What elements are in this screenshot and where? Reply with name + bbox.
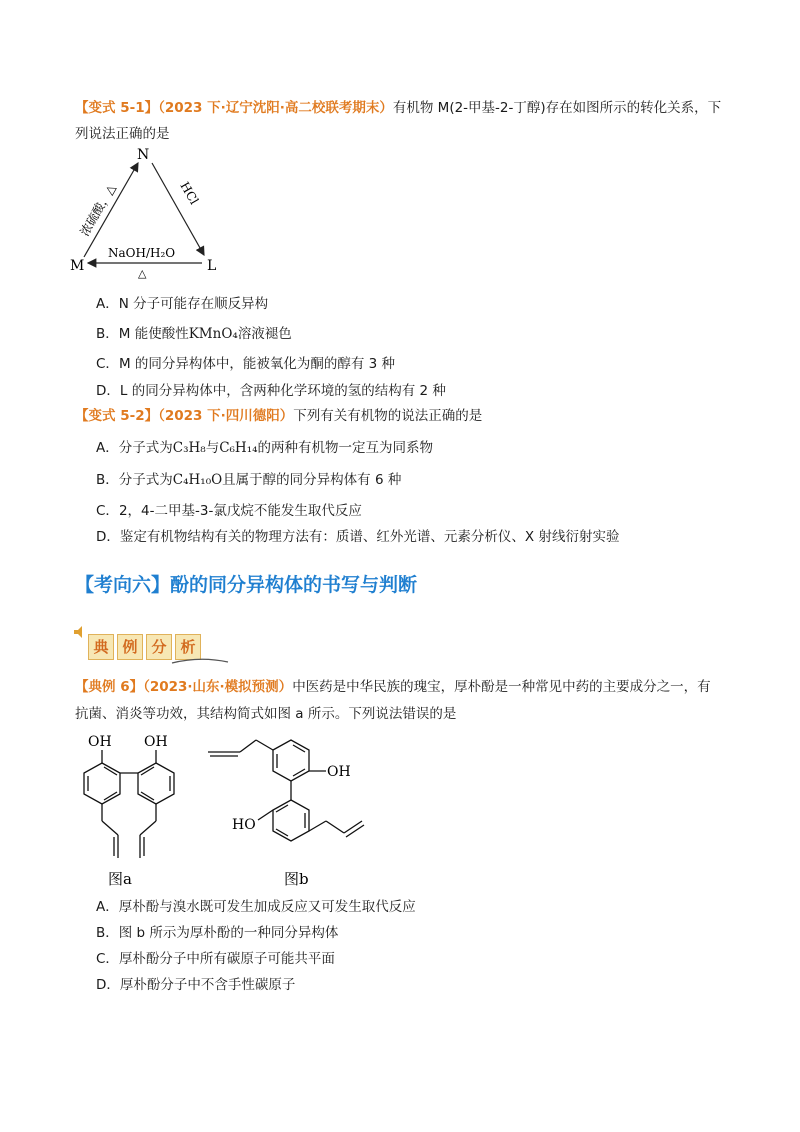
ex6-option-a[interactable] [96,897,416,917]
option-text: 图 b 所示为厚朴酚的一种同分异构体 [118,925,339,941]
figure-a-caption: 图a [108,870,132,888]
option-text: 厚朴酚分子中所有碳原子可能共平面 [118,951,335,967]
badge-char: 析 [175,634,201,660]
q51-option-a[interactable] [96,294,268,314]
q52-text: 下列有关有机物的说法正确的是 [293,408,483,424]
option-text: 且属于醇的同分异构体有 6 种 [222,472,402,488]
option-prefix: A． [96,296,119,312]
option-text: 厚朴酚分子中不含手性碳原子 [119,977,296,993]
option-text: 分子式为 [118,472,173,488]
option-prefix: B． [96,925,119,941]
node-m: M [70,258,85,274]
q51-option-b[interactable] [96,324,292,344]
edge-label-bottom: NaOH/H₂O [108,246,176,260]
option-text: 厚朴酚与溴水既可发生加成反应又可发生取代反应 [118,899,416,915]
option-formula: KMnO₄ [188,326,238,342]
edge-label-left: 浓硫酸，△ [77,181,119,239]
option-prefix: C． [96,951,119,967]
ex6-tag: 【典例 6】（2023·山东·模拟预测） [75,679,293,695]
ex6-option-d[interactable] [96,975,295,995]
ex6-option-b[interactable] [96,923,338,943]
structure-figure-a [68,728,198,893]
q51-text1: 有机物 M(2-甲基-2-丁醇)存在如图所示的转化关系，下 [392,100,722,116]
option-text: L 的同分异构体中，含两种化学环境的氢的结构有 2 种 [119,383,446,399]
option-text: 分子式为 [118,440,173,456]
option-prefix: A． [96,440,119,456]
oh-label: OH [144,734,168,750]
q51-option-d[interactable] [96,381,446,401]
q51-tag: 【变式 5-1】（2023 下·辽宁沈阳·高二校联考期末） [75,100,393,116]
oh-label: OH [88,734,112,750]
q52-option-c[interactable] [96,501,362,521]
speaker-icon [72,624,88,640]
option-formula: C₆H₁₄ [219,440,258,456]
option-text: 与 [205,440,220,456]
ex6-option-c[interactable] [96,949,335,969]
badge-char: 分 [146,634,172,660]
figure-b-caption: 图b [284,870,309,888]
q52-option-b[interactable] [96,470,401,490]
edge-cond-bottom: △ [138,267,147,280]
option-formula: C₃H₈ [172,440,206,456]
q52-tag: 【变式 5-2】（2023 下·四川德阳） [75,408,294,424]
option-text: 溶液褪色 [237,326,292,342]
option-prefix: C． [96,356,119,372]
option-formula: C₄H₁₀O [172,472,223,488]
option-text: 鉴定有机物结构有关的物理方法有：质谱、红外光谱、元素分析仪、X 射线衍射实验 [119,529,620,545]
conversion-triangle-diagram [70,145,230,280]
option-prefix: D． [96,529,120,545]
ex6-text1: 中医药是中华民族的瑰宝，厚朴酚是一种常见中药的主要成分之一，有 [292,679,711,695]
q51-stem-line1 [75,98,721,118]
q52-option-a[interactable] [96,438,433,458]
option-prefix: B． [96,326,119,342]
option-text: 2，4-二甲基-3-氯戊烷不能发生取代反应 [118,503,362,519]
option-text: M 能使酸性 [118,326,189,342]
option-prefix: D． [96,977,120,993]
node-n: N [137,147,150,163]
option-prefix: B． [96,472,119,488]
option-text: N 分子可能存在顺反异构 [118,296,269,312]
q51-option-c[interactable] [96,354,395,374]
ho-label: HO [232,817,256,833]
ex6-stem-line1 [75,677,711,697]
arrow-n-to-l [152,163,204,255]
badge-char: 典 [88,634,114,660]
option-text: M 的同分异构体中，能被氧化为酮的醇有 3 种 [118,356,396,372]
structure-figure-b [200,738,390,893]
badge-char: 例 [117,634,143,660]
section-heading: 【考向六】酚的同分异构体的书写与判断 [75,574,418,596]
option-text: 的两种有机物一定互为同系物 [257,440,434,456]
option-prefix: A． [96,899,119,915]
badge-swoosh [170,656,230,666]
edge-label-right: HCl [177,179,202,207]
q52-option-d[interactable] [96,527,619,547]
q51-stem-line2: 列说法正确的是 [75,126,170,142]
option-prefix: C． [96,503,119,519]
oh-label: OH [327,764,351,780]
node-l: L [207,258,217,274]
option-prefix: D． [96,383,120,399]
ex6-stem-line2: 抗菌、消炎等功效，其结构简式如图 a 所示。下列说法错误的是 [75,706,457,722]
q52-stem [75,406,482,426]
